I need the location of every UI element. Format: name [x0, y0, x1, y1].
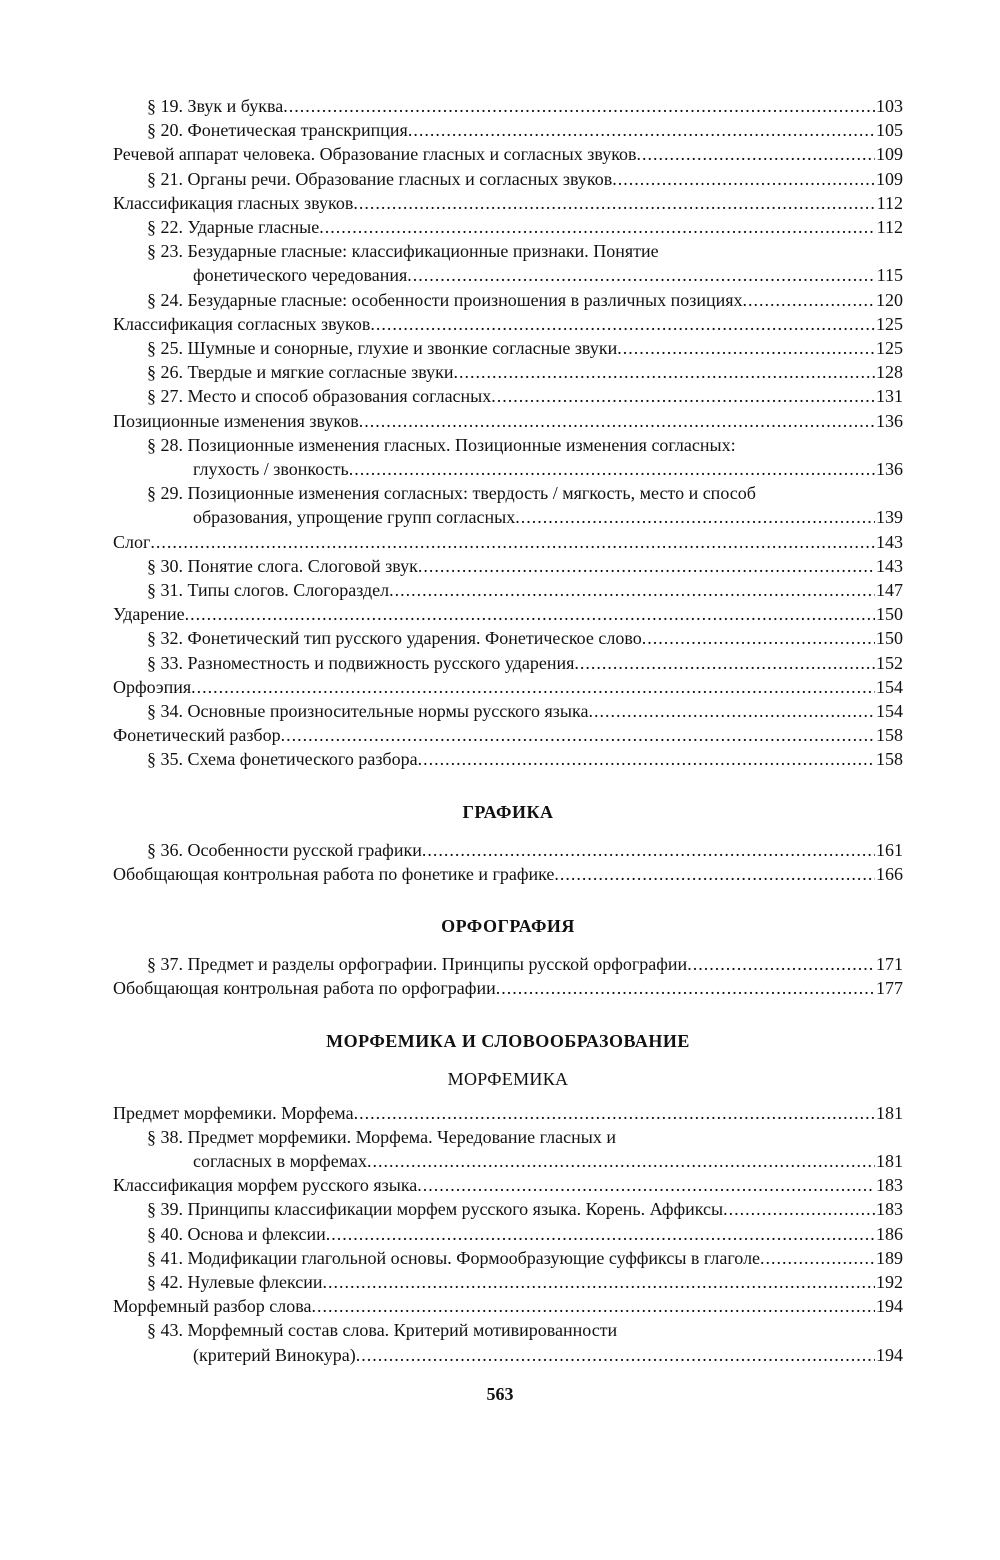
toc-entry-paragraph[interactable]	[113, 699, 903, 723]
toc-entry-title: § 40. Основа и флексии	[147, 1223, 326, 1244]
toc-entry-title: образования, упрощение групп согласных	[193, 507, 516, 528]
toc-entry-title: § 37. Предмет и разделы орфографии. Принципы русской орфографии	[147, 954, 688, 975]
toc-entry-paragraph[interactable]	[113, 1125, 903, 1173]
toc-entry-paragraph[interactable]	[113, 1197, 903, 1221]
dot-leader	[642, 626, 875, 650]
toc-entry-title: (критерий Винокура)	[193, 1344, 356, 1365]
dot-leader	[574, 651, 875, 675]
toc-page-number: 183	[876, 1199, 903, 1220]
toc-page-number: 192	[876, 1271, 903, 1292]
toc-page-number: 189	[876, 1247, 903, 1268]
toc-entry-chapter[interactable]	[113, 723, 903, 747]
toc-page-number: 143	[876, 531, 903, 552]
toc-entry-title: § 23. Безударные гласные: классификационные признаки. Понятие	[147, 241, 659, 262]
dot-leader	[326, 1222, 875, 1246]
toc-entry-title: § 31. Типы слогов. Слогораздел	[147, 580, 390, 601]
toc-entry-title: § 22. Ударные гласные	[147, 217, 320, 238]
toc-entry-paragraph[interactable]	[113, 336, 903, 360]
toc-entry-title: глухость / звонкость	[193, 459, 349, 480]
toc-entry-title: § 21. Органы речи. Образование гласных и согласных звуков	[147, 168, 613, 189]
toc-page-number: 109	[876, 168, 903, 189]
toc-page-number: 154	[876, 701, 903, 722]
toc-entry-paragraph[interactable]	[113, 167, 903, 191]
toc-entry-paragraph[interactable]	[113, 626, 903, 650]
dot-leader	[417, 1173, 875, 1197]
toc-entry-paragraph[interactable]	[113, 838, 903, 862]
dot-leader	[418, 554, 875, 578]
toc-entry-chapter[interactable]	[113, 530, 903, 554]
toc-page-number: 143	[876, 555, 903, 576]
dot-leader	[367, 1149, 875, 1173]
toc-page-number: 139	[876, 507, 903, 528]
dot-leader	[407, 263, 875, 287]
dot-leader	[496, 976, 875, 1000]
dot-leader	[319, 215, 875, 239]
toc-entry-paragraph[interactable]	[113, 360, 903, 384]
toc-page-number: 128	[876, 362, 903, 383]
toc-entry-paragraph[interactable]	[113, 94, 903, 118]
toc-entry-title: Слог	[113, 531, 151, 552]
toc-entry-title: § 32. Фонетический тип русского ударения. Фонетическое слово	[147, 628, 642, 649]
toc-entry-chapter[interactable]	[113, 1173, 903, 1197]
toc-page-number: 136	[876, 410, 903, 431]
dot-leader	[356, 1343, 875, 1367]
toc-entry-title: Классификация морфем русского языка	[113, 1175, 418, 1196]
dot-leader	[191, 675, 875, 699]
toc-entry-title: § 29. Позиционные изменения согласных: твердость / мягкость, место и способ	[147, 483, 756, 504]
toc-entry-title: § 36. Особенности русской графики	[147, 839, 422, 860]
toc-entry-chapter[interactable]	[113, 1294, 903, 1318]
dot-leader	[311, 1294, 875, 1318]
dot-leader	[185, 602, 875, 626]
section-heading: ОРФОГРАФИЯ	[441, 916, 575, 937]
dot-leader	[743, 288, 875, 312]
toc-entry-chapter[interactable]	[113, 976, 903, 1000]
toc-entry-chapter[interactable]	[113, 675, 903, 699]
toc-page-number: 105	[876, 120, 903, 141]
dot-leader	[554, 862, 875, 886]
toc-page-number: 154	[876, 676, 903, 697]
dot-leader	[353, 191, 875, 215]
toc-entry-title: § 34. Основные произносительные нормы русского языка	[147, 701, 589, 722]
dot-leader	[359, 409, 875, 433]
toc-entry-paragraph[interactable]	[113, 651, 903, 675]
dot-leader	[422, 838, 875, 862]
toc-entry-title: § 27. Место и способ образования согласных	[147, 386, 492, 407]
toc-entry-paragraph[interactable]	[113, 481, 903, 529]
dot-leader	[612, 167, 875, 191]
section-heading: ГРАФИКА	[462, 801, 554, 822]
toc-entry-title: Речевой аппарат человека. Образование гласных и согласных звуков	[113, 144, 637, 165]
table-of-contents	[113, 94, 903, 1367]
toc-entry-title: § 38. Предмет морфемики. Морфема. Чередование гласных и	[147, 1126, 616, 1147]
toc-entry-title: § 19. Звук и буква	[147, 96, 284, 116]
dot-leader	[760, 1246, 875, 1270]
toc-page-number: 109	[876, 144, 903, 165]
subsection-heading: МОРФЕМИКА	[447, 1068, 569, 1089]
toc-entry-title: § 24. Безударные гласные: особенности произношения в различных позициях	[147, 289, 743, 310]
toc-entry-title: § 43. Морфемный состав слова. Критерий мотивированности	[147, 1320, 618, 1341]
toc-entry-title: Фонетический разбор	[113, 725, 281, 746]
toc-page-number: 161	[876, 839, 903, 860]
toc-page-number: 125	[876, 338, 903, 359]
toc-page-number: 120	[876, 289, 903, 310]
toc-entry-title: фонетического чередования	[193, 265, 408, 286]
toc-entry-chapter[interactable]	[113, 191, 903, 215]
toc-entry-title: Морфемный разбор слова	[113, 1296, 312, 1317]
toc-entry-title: § 26. Твердые и мягкие согласные звуки	[147, 362, 454, 383]
toc-entry-title: Классификация согласных звуков	[113, 313, 371, 334]
toc-entry-title: § 28. Позиционные изменения гласных. Позиционные изменения согласных:	[147, 434, 736, 455]
dot-leader	[349, 457, 875, 481]
toc-page-number: 115	[876, 265, 903, 286]
toc-entry-chapter[interactable]	[113, 142, 903, 166]
toc-entry-paragraph[interactable]	[113, 1222, 903, 1246]
toc-entry-title: § 41. Модификации глагольной основы. Формообразующие суффиксы в глаголе	[147, 1247, 761, 1268]
toc-page-number: 177	[876, 978, 903, 999]
toc-page-number: 152	[876, 652, 903, 673]
dot-leader	[687, 952, 875, 976]
toc-entry-paragraph[interactable]	[113, 384, 903, 408]
page-number: 563	[486, 1384, 514, 1404]
dot-leader	[588, 699, 875, 723]
toc-entry-chapter[interactable]	[113, 1101, 903, 1125]
toc-page-number: 186	[876, 1223, 903, 1244]
toc-page-number: 131	[876, 386, 903, 407]
toc-page-number: 181	[876, 1150, 903, 1171]
toc-entry-paragraph[interactable]	[113, 433, 903, 481]
dot-leader	[281, 723, 875, 747]
toc-page-number: 125	[876, 313, 903, 334]
toc-entry-title: § 42. Нулевые флексии	[147, 1271, 323, 1292]
toc-entry-title: § 39. Принципы классификации морфем русского языка. Корень. Аффиксы	[147, 1199, 724, 1220]
dot-leader	[515, 505, 875, 529]
section-heading: МОРФЕМИКА И СЛОВООБРАЗОВАНИЕ	[326, 1030, 690, 1051]
toc-entry-title: § 20. Фонетическая транскрипция	[147, 120, 408, 141]
dot-leader	[354, 1101, 875, 1125]
toc-entry-title: § 25. Шумные и сонорные, глухие и звонкие согласные звуки	[147, 338, 618, 359]
toc-entry-title: Ударение	[113, 604, 185, 625]
toc-entry-chapter[interactable]	[113, 409, 903, 433]
dot-leader	[150, 530, 875, 554]
dot-leader	[389, 578, 875, 602]
toc-page-number: 150	[876, 604, 903, 625]
dot-leader	[283, 94, 875, 118]
toc-entry-paragraph[interactable]	[113, 578, 903, 602]
toc-entry-paragraph[interactable]	[113, 952, 903, 976]
dot-leader	[323, 1270, 876, 1294]
toc-entry-title: Орфоэпия	[113, 676, 192, 697]
toc-entry-chapter[interactable]	[113, 602, 903, 626]
toc-entry-chapter[interactable]	[113, 862, 903, 886]
toc-entry-paragraph[interactable]	[113, 215, 903, 239]
dot-leader	[491, 384, 875, 408]
dot-leader	[370, 312, 875, 336]
dot-leader	[418, 747, 875, 771]
toc-page-number: 150	[876, 628, 903, 649]
dot-leader	[617, 336, 875, 360]
toc-page-number: 171	[876, 954, 903, 975]
toc-page-number: 103	[876, 96, 903, 116]
toc-page-number: 158	[876, 725, 903, 746]
toc-page-number: 166	[876, 863, 903, 884]
toc-entry-paragraph[interactable]	[113, 747, 903, 771]
toc-entry-paragraph[interactable]	[113, 554, 903, 578]
dot-leader	[723, 1197, 875, 1221]
toc-page-number: 147	[876, 580, 903, 601]
dot-leader	[408, 118, 875, 142]
toc-entry-title: Позиционные изменения звуков	[113, 410, 359, 431]
toc-page-number: 136	[876, 459, 903, 480]
toc-entry-title: § 30. Понятие слога. Слоговой звук	[147, 555, 418, 576]
toc-entry-paragraph[interactable]	[113, 1270, 903, 1294]
toc-entry-title: Обобщающая контрольная работа по орфографии	[113, 978, 496, 999]
toc-page-number: 183	[876, 1175, 903, 1196]
toc-page-number: 112	[876, 192, 903, 213]
toc-page-number: 158	[876, 749, 903, 770]
toc-entry-title: § 33. Разноместность и подвижность русского ударения	[147, 652, 575, 673]
toc-entry-title: Предмет морфемики. Морфема	[113, 1102, 354, 1123]
toc-entry-title: § 35. Схема фонетического разбора	[147, 749, 418, 770]
toc-page-number: 181	[876, 1102, 903, 1123]
toc-entry-paragraph[interactable]	[113, 1246, 903, 1270]
toc-entry-paragraph[interactable]	[113, 1318, 903, 1366]
toc-page-number: 112	[876, 217, 903, 238]
toc-page-number: 194	[876, 1296, 903, 1317]
toc-entry-title: Классификация гласных звуков	[113, 192, 354, 213]
dot-leader	[454, 360, 875, 384]
dot-leader	[637, 142, 875, 166]
toc-entry-title: Обобщающая контрольная работа по фонетике и графике	[113, 863, 555, 884]
toc-page-number: 194	[876, 1344, 903, 1365]
toc-entry-chapter[interactable]	[113, 312, 903, 336]
toc-entry-title: согласных в морфемах	[193, 1150, 367, 1171]
toc-entry-paragraph[interactable]	[113, 239, 903, 287]
toc-entry-paragraph[interactable]	[113, 288, 903, 312]
toc-entry-paragraph[interactable]	[113, 118, 903, 142]
